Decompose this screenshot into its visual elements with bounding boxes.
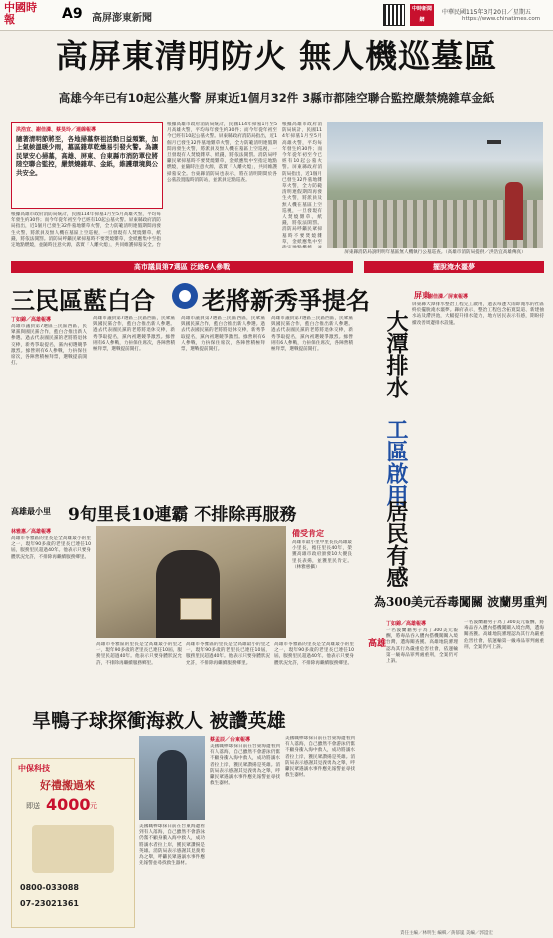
page-footer: [0, 930, 553, 938]
article4-headline: 旱鴨子球探衝海救人 被讚英雄: [32, 710, 286, 732]
article6-headline: 為300美元吞毒闖關 波蘭男重判: [374, 595, 548, 609]
article3-body-col2: 高雄市苓雅區的里長是全高雄最小的里之一，現年90多歲的老里長已連任10屆，服務里民超過40年。他表示只要身體狀況允許，不排除再繼續服務鄉里。: [96, 642, 182, 666]
kmt-party-emblem-icon: [172, 283, 198, 309]
article6-byline: 丁如錦／高雄報導: [386, 621, 427, 627]
portrait-figure: [156, 550, 220, 638]
issue-date: 中華民國115年3月20日／星期五: [442, 9, 531, 16]
ad-phone-1[interactable]: 0800-033088: [20, 883, 79, 892]
main-body-col3: 根據高雄市政府消防局統計，民國114年掃墓1月至5月高雄火警，平均每年發生約30件；而今年從年初至今已經有10起公墓火警。屏東縣政府消防局指出，近1個月已發生32件墓地雜草火警，全力防範清明連假期間再發生火警，將派員及無人機在墓區上空巡視，一旦發現有人焚燒雜草、紙錢，將依法開罰。消防局呼籲民眾掃墓時不要焚燒雜草，金紙應集中至: [282, 122, 322, 245]
main-lead: 隨著清明節將至，各地掃墓祭祖活動日益頻繁，加上氣候溫暖少雨，墓區雜草乾燥易引發火警。為讓民眾安心掃墓，高雄、屏東、台東縣市消防單位將陸空聯合監控，嚴禁燒雜草、金紙，維護環境與公共安全。: [16, 135, 158, 177]
article3-photo-caption: 高雄市最小里中里長長高雄最小里長，擔任里長40年，榮獲高雄市政府頒發10大優良里長表揚，並獲里民肯定。（林雅惠攝）: [292, 540, 352, 570]
main-body-col2: 根據高雄市政府消防局統計，民國114年掃墓1月至5月高雄火警，平均每年發生約30件；而今年從年初至今已經有10起公墓火警。屏東縣政府消防局指出，近1個月已發生32件墓地雜草火警，全力防範清明連假期間再發生火警，將派員及無人機在墓區上空巡視，一旦發現有人焚燒雜草、紙錢，將依法開罰。消防局呼籲民眾掃墓時不要焚燒雜草，金紙應集中至指定地點燃燒，並隨時注意火源，落實「人離火熄」，共同維護掃墓安全。台東縣消防局也表示，將在清明期間於各公墓設置臨時消防站，並派員定點巡查。: [167, 122, 277, 183]
lead-box: [11, 122, 163, 209]
article5-headline-b: 工區啟用: [383, 418, 409, 506]
ad-slogan: 好禮搬過來: [40, 779, 95, 792]
firefighter-figure: [505, 182, 523, 240]
drone-icon: [487, 140, 501, 144]
ad-brand: 中保科技: [18, 764, 50, 773]
article4-body-col2: 美國職棒球探日前在台東海邊看到有人落海，自己雖然不會游泳仍奮不顧身衝入海中救人，成功將溺水者拉上岸，獲民眾讚揚是英雄。消防局表示感謝其見義勇為之舉，呼籲民眾遇溺水事件應先報警並尋找救生器材。: [139, 824, 205, 867]
elderly-chief-photo: [96, 526, 286, 638]
article6-region-tag: 高雄: [368, 639, 387, 649]
ad-price: 4000: [46, 795, 91, 814]
article3-headline: 9旬里長10連霸 不排除再服務: [68, 505, 297, 525]
article5-region-tag: 屏東: [414, 291, 430, 300]
security-advert[interactable]: [11, 758, 135, 928]
article5-headline-c: 居民有感: [383, 500, 409, 588]
ad-phone-2[interactable]: 07-23021361: [20, 899, 79, 908]
ad-price-label: 即送: [26, 802, 40, 810]
article2-body-col1: 高雄市議員第7選區三民區西區，民眾黨與國民黨合作，藍白合推出新人參選。過去代表國民黨的老將將退休交棒，新秀爭取提名，黨內初選競爭激烈。綠營則有6人參戰，力拚保住席次，各陣營積極拜票，選戰提前開打。: [11, 324, 87, 367]
main-photo-caption: 屏東縣消防局說明明年墓區無人機執行公墓巡查。（高雄市消防局提供／洪浩宜高雄傳真）: [344, 250, 526, 255]
article2-byline: 丁如錦／高雄報導: [11, 317, 52, 323]
footer-editors: 責任主編／林明生 編輯／黃郁嵐 美編／郭崑宏: [400, 931, 493, 936]
ad-product-image: [32, 825, 114, 873]
article2-body-col3: 高雄市議員第7選區三民區西區，民眾黨與國民黨合作，藍白合推出新人參選。過去代表國民黨的老將將退休交棒，新秀爭取提名，黨內初選競爭激烈。綠營則有6人參戰，力拚保住席次，各陣營積極拜票，選戰提前開打。: [181, 316, 265, 353]
article3-body-col4: 高雄市苓雅區的里長是全高雄最小的里之一，現年90多歲的老里長已連任10屆，服務里民超過40年。他表示只要身體狀況允許，不排除再繼續服務鄉里。: [274, 642, 354, 666]
award-plaque: [180, 598, 212, 620]
qr-code-icon[interactable]: [383, 4, 405, 26]
article2-body-col2: 高雄市議員第7選區三民區西區，民眾黨與國民黨合作，藍白合推出新人參選。過去代表國民黨的老將將退休交棒，新秀爭取提名，黨內初選競爭激烈。綠營則有6人參戰，力拚保住席次，各陣營積極拜票，選戰提前開打。: [93, 316, 175, 353]
article6-body-col2: 一名波蘭籍男子為了300美元報酬，將毒品吞入體內搭機闖關入境台灣，遭海關查獲。高雄地院審理認為其行為嚴重危害社會，依運輸第一級毒品罪判處重刑，全案仍可上訴。: [464, 620, 544, 650]
main-subheadline: 高雄今年已有10起公墓火警 屏東近1個月32件 3縣市都陸空聯合監控嚴禁燒雜草金紙: [58, 91, 495, 105]
article5-body: 屏東縣大潭排水整治工程完工啟用，過去每逢大雨即淹水的社區終於擺脫淹水噩夢。縣府表示，整治工程包含拓寬渠道、新建抽水站及滯洪池，大幅提升排水能力，地方居民表示有感，期盼持續改善周邊排水設施。: [412, 302, 544, 326]
newspaper-logo: 中國時報: [4, 1, 37, 26]
news-site-brand: 中時新聞網: [410, 4, 434, 26]
page-number: A9: [62, 6, 83, 22]
emblem-sun-icon: [179, 290, 191, 302]
main-headline: 高屏東清明防火 無人機巡墓區: [55, 37, 498, 75]
ad-price-unit: 元: [90, 802, 97, 810]
article5-band: 擺脫淹水噩夢: [364, 261, 544, 273]
article2-headline-b: 老將新秀爭提名: [202, 286, 370, 315]
article6-body-col1: 一名波蘭籍男子為了300美元報酬，將毒品吞入體內搭機闖關入境台灣，遭海關查獲。高雄地院審理認為其行為嚴重危害社會，依運輸第一級毒品罪判處重刑，全案仍可上訴。: [386, 628, 458, 665]
main-body-col1: 根據高雄市政府消防局統計，民國114年掃墓1月至5月高雄火警，平均每年發生約30件；而今年從年初至今已經有10起公墓火警。屏東縣政府消防局指出，近1個月已發生32件墓地雜草火警，全力防範清明連假期間再發生火警，將派員及無人機在墓區上空巡視，一旦發現有人焚燒雜草、紙錢，將依法開罰。消防局呼籲民眾掃墓時不要焚燒雜草，金紙應集中至指定地點燃燒，並隨時注意火源，落實「人離火熄」，共同維護掃墓安全。台: [11, 212, 161, 248]
scout-figure: [157, 750, 187, 820]
section-title: 高屏澎東新聞: [92, 13, 152, 24]
main-byline: 洪浩宜、謝佳潾、蔡旻玲／連線報導: [16, 127, 97, 133]
masthead: [0, 0, 553, 31]
ball-scout-photo: [139, 736, 205, 820]
article2-body-col4: 高雄市議員第7選區三民區西區，民眾黨與國民黨合作，藍白合推出新人參選。過去代表國民黨的老將將退休交棒，新秀爭取提名，黨內初選競爭激烈。綠營則有6人參戰，力拚保住席次，各陣營積極拜票，選戰提前開打。: [271, 316, 353, 353]
article3-byline: 林雅惠／高雄報導: [11, 529, 52, 535]
article3-body-col3: 高雄市苓雅區的里長是全高雄最小的里之一，現年90多歲的老里長已連任10屆，服務里民超過40年。他表示只要身體狀況允許，不排除再繼續服務鄉里。: [186, 642, 270, 666]
article4-byline: 蔡孟辰／台東報導: [210, 737, 251, 743]
article3-photo-tag: 備受肯定: [292, 529, 324, 538]
article2-headline-a: 三民區藍白合: [11, 286, 155, 315]
article2-band: 高市議員第7選區 泛綠6人參戰: [11, 261, 353, 273]
site-url[interactable]: https://www.chinatimes.com: [462, 16, 541, 22]
cemetery-drone-photo: [327, 122, 543, 248]
article3-body-col1: 高雄市苓雅區的里長是全高雄最小的里之一，現年90多歲的老里長已連任10屆，服務里民超過40年。他表示只要身體狀況允許，不排除再繼續服務鄉里。: [11, 536, 91, 560]
article5-byline: 謝佳潾／屏東報導: [428, 294, 469, 300]
article4-body-col3: 美國職棒球探日前在台東海邊看到有人落海，自己雖然不會游泳仍奮不顧身衝入海中救人，成功將溺水者拉上岸，獲民眾讚揚是英雄。消防局表示感謝其見義勇為之舉，呼籲民眾遇溺水事件應先報警並尋找救生器材。: [285, 736, 355, 779]
article4-body-col1: 美國職棒球探日前在台東海邊看到有人落海，自己雖然不會游泳仍奮不顧身衝入海中救人，成功將溺水者拉上岸，獲民眾讚揚是英雄。消防局表示感謝其見義勇為之舉，呼籲民眾遇溺水事件應先報警並尋找救生器材。: [210, 744, 280, 787]
article3-kicker: 高雄最小里: [11, 507, 51, 516]
article5-headline-a: 大潭排水: [383, 310, 409, 398]
